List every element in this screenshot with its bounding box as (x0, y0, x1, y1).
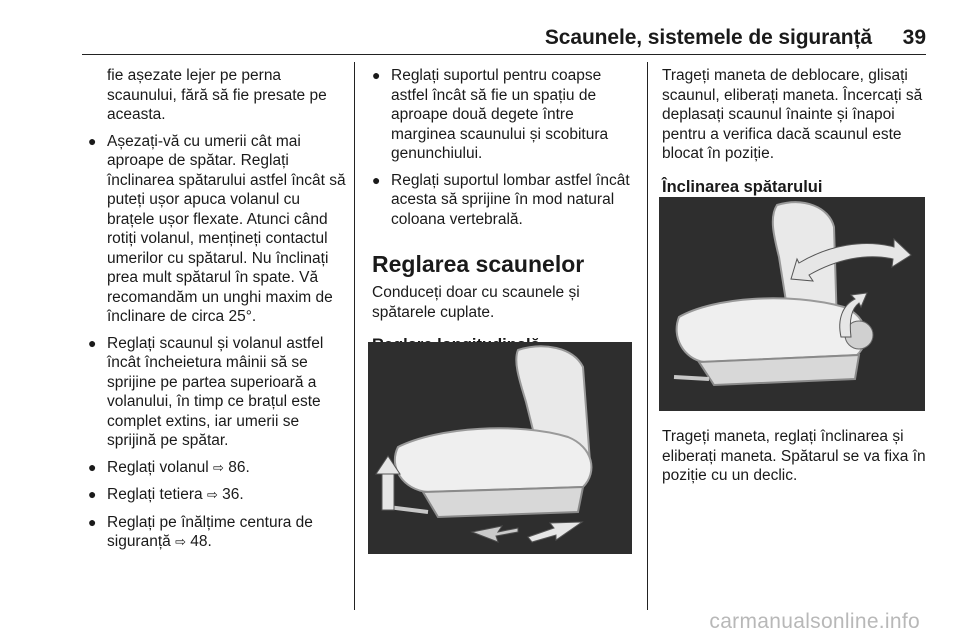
page-ref-link[interactable]: 86. (228, 458, 250, 476)
page-header (0, 0, 960, 58)
release-lever-text: Trageți maneta de deblocare, glisați scaunul, eliberați maneta. Încercați să deplasați scaunul înainte și înapoi pentru a verifica dacă scaunul este blocat în poziție. (662, 67, 923, 162)
column-divider-left (354, 62, 355, 610)
bullet-dot: ● (88, 458, 97, 475)
header-divider (82, 54, 926, 55)
right-column (662, 66, 928, 203)
list-item: ● Reglați suportul lombar astfel încât acesta să sprijine în mod natural coloana vertebrală. (372, 171, 630, 228)
intro-text: fie așezate lejer pe perna scaunului, fără să fie presate pe aceasta. (107, 67, 327, 123)
seat-longitudinal-illustration (368, 342, 632, 554)
page-ref-link[interactable]: 36. (222, 486, 244, 503)
page-ref-arrow-icon: ⇨ (175, 535, 186, 550)
page-ref-link[interactable]: 48. (190, 533, 212, 550)
right-column-lower (662, 427, 928, 486)
left-column (88, 66, 346, 560)
bullet-dot: ● (372, 67, 381, 83)
list-item: ● Așezați-vă cu umerii cât mai aproape de spătar. Reglați înclinarea spătarului astfel încât să puteți ușor apuca volanul cu brațele ușor flexate. Atunci când rotiți volanul, mențineți contactul umerilor cu spătarul. Nu înclinați prea mult spătarul în spate. Vă recomandăm un unghi maxim de înclinare de circa 25°. (88, 132, 346, 325)
list-item: ● Reglați suportul pentru coapse astfel încât să fie un spațiu de aproape două degete între marginea scaunului și scobitura genunchiului. (372, 67, 609, 162)
section-text: Conduceți doar cu scaunele și spătarele cuplate. (372, 284, 580, 321)
list-item: ● Reglați scaunul și volanul astfel încât încheietura mâinii să se sprijine pe partea superioară a volanului, în timp ce brațul este complet extins, iar umerii se sprijină pe spătar. (88, 334, 324, 449)
backrest-recline-illustration (659, 197, 925, 411)
bullet-dot: ● (88, 486, 97, 502)
page-number: 39 (902, 26, 926, 49)
bullet-dot: ● (88, 132, 97, 149)
list-item: ● Reglați pe înălțime centura de siguranță ⇨ 48. (88, 513, 313, 550)
bullet-dot: ● (88, 334, 97, 351)
list-item: ● Reglați tetiera ⇨ 36. (88, 486, 244, 503)
page-ref-arrow-icon: ⇨ (213, 460, 224, 476)
page-ref-arrow-icon: ⇨ (206, 488, 218, 503)
middle-column (372, 66, 634, 362)
page-title: Scaunele, sistemele de siguranță (544, 26, 872, 49)
section-heading: Reglarea scaunelor (372, 251, 585, 277)
bullet-dot: ● (88, 513, 97, 530)
column-divider-right (647, 62, 648, 610)
bullet-dot: ● (372, 171, 381, 188)
subheading-backrest: Înclinarea spătarului (662, 177, 823, 196)
list-item: ● Reglați volanul ⇨ 86. (88, 458, 250, 476)
recline-instructions-text: Trageți maneta, reglați înclinarea și eliberați maneta. Spătarul se va fixa în poziție cu un declic. (662, 428, 926, 484)
watermark: carmanualsonline.info (709, 610, 920, 633)
